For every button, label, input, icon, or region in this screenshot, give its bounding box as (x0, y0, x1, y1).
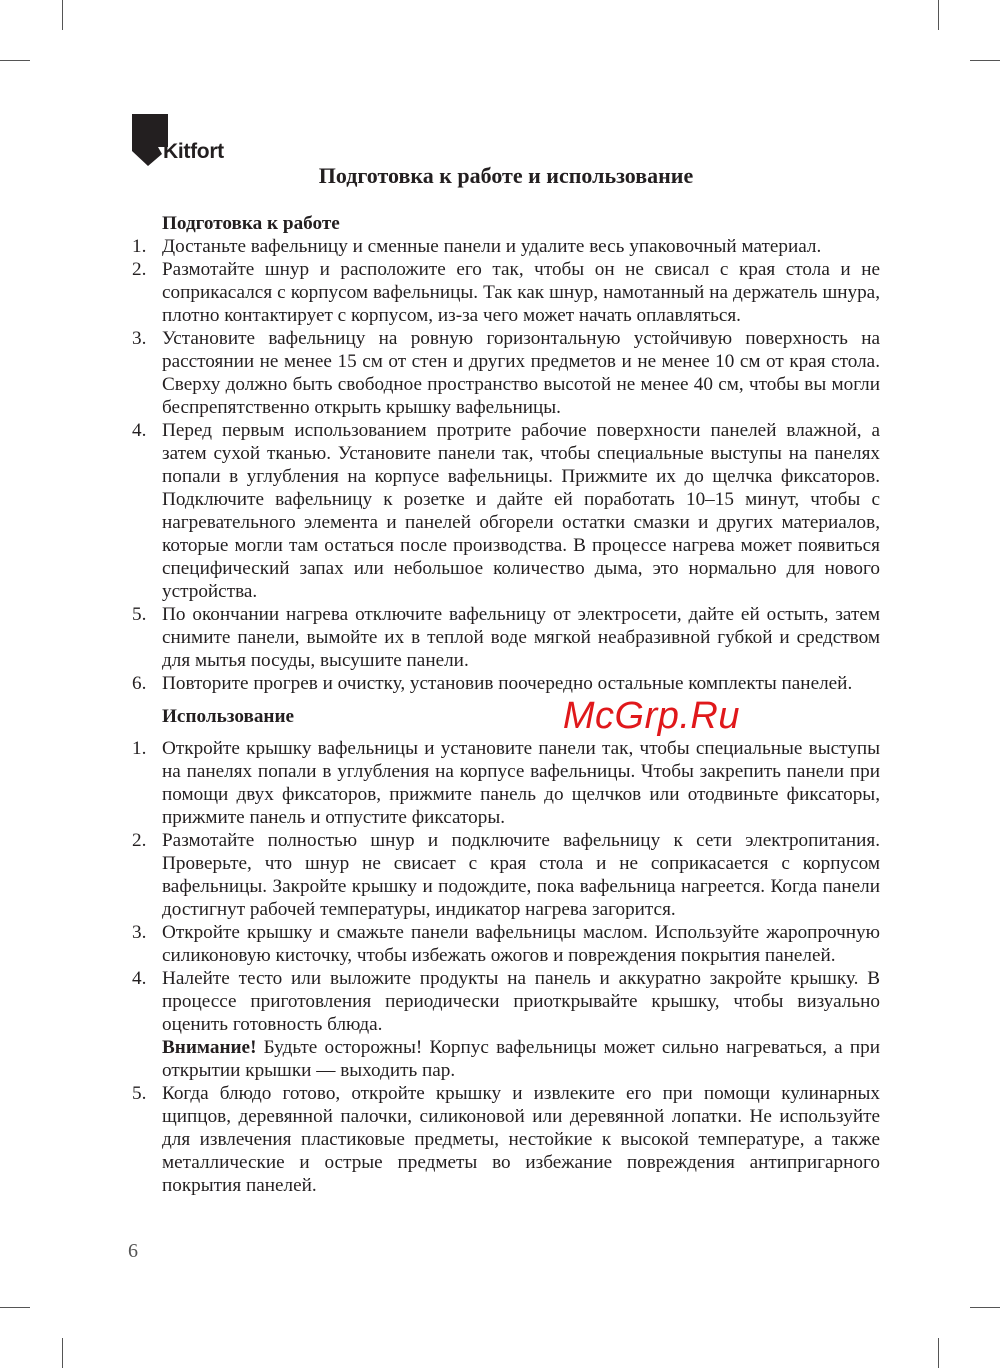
item-number: 4. (132, 420, 147, 441)
crop-mark (938, 1338, 939, 1368)
list-item (130, 419, 880, 603)
item-text: Размотайте шнур и расположите его так, чтобы он не свисал с края стола и не соприкасался с корпусом вафельницы. Так как шнур, намотанный на держатель шнура, плотно контактирует с корпусом, из-за чего может начать оплавляться. (162, 259, 880, 326)
item-number: 3. (132, 328, 147, 349)
item-text: По окончании нагрева отключите вафельницу от электросети, дайте ей остыть, затем снимите панели, вымойте их в теплой воде мягкой неабразивной губкой и средством для мытья посуды, высушите панели. (162, 604, 880, 671)
item-text: Перед первым использованием протрите рабочие поверхности панелей влажной, а затем сухой тканью. Установите панели так, чтобы специальные выступы на панелях попали в углубления на корпусе вафельницы. Прижмите их до щелчка фиксаторов. Подключите вафельницу к розетке и дайте ей поработать 10–15 минут, чтобы с нагревательного элемента и панелей обгорели остатки смазки и других материалов, которые могли там остаться после производства. В процессе нагрева может появиться специфический запах или небольшое количество дыма, это нормально для нового устройства. (162, 420, 880, 602)
crop-mark (0, 1307, 30, 1308)
item-text: Достаньте вафельницу и сменные панели и удалите весь упаковочный материал. (162, 236, 822, 257)
crop-mark (938, 0, 939, 30)
list-item (130, 603, 880, 672)
item-text: Откройте крышку вафельницы и установите панели так, чтобы специальные выступы на панелях попали в углубления на корпусе вафельницы. Чтобы закрепить панели при помощи двух фиксаторов, прижмите панель до щелчков или отодвиньте фиксаторы, прижмите панель и отпустите фиксаторы. (162, 738, 880, 828)
item-number: 1. (132, 236, 147, 257)
item-text: Размотайте полностью шнур и подключите вафельницу к сети электропитания. Проверьте, что шнур не свисает с края стола и не соприкасается с корпусом вафельницы. Закройте крышку и подождите, пока вафельница нагреется. Когда панели достигнут рабочей температуры, индикатор нагрева загорится. (162, 830, 880, 920)
warning-label: Внимание! (162, 1037, 257, 1058)
item-number: 5. (132, 1083, 147, 1104)
warning-text: Будьте осторожны! Корпус вафельницы может сильно нагреваться, а при открытии крышки — выходить пар. (162, 1037, 880, 1081)
crop-mark (62, 1338, 63, 1368)
item-text: Установите вафельницу на ровную горизонтальную устойчивую поверхность на расстоянии не менее 15 см от стен и других предметов и не менее 10 см от края стола. Сверху должно быть свободное пространство высотой не менее 40 см, чтобы вы могли беспрепятственно открыть крышку вафельницы. (162, 328, 880, 418)
section-heading: Подготовка к работе (162, 213, 340, 234)
list-item (130, 327, 880, 419)
item-number: 2. (132, 830, 147, 851)
item-text: Повторите прогрев и очистку, установив поочередно остальные комплекты панелей. (162, 673, 853, 694)
watermark: McGrp.Ru (562, 695, 740, 737)
list-item (130, 235, 880, 258)
item-text: Налейте тесто или выложите продукты на панель и аккуратно закройте крышку. В процессе приготовления периодически приоткрывайте крышку, чтобы визуально оценить готовность блюда. (162, 968, 880, 1035)
crop-mark (970, 1307, 1000, 1308)
item-text: Когда блюдо готово, откройте крышку и извлеките его при помощи кулинарных щипцов, деревянной палочки, силиконовой или деревянной лопатки. Не используйте для извлечения пластиковые предметы, нестойкие к высокой температуре, а также металлические и острые предметы во избежание повреждения антипригарного покрытия панелей. (162, 1083, 880, 1196)
list-item (130, 672, 880, 695)
brand-logo-text: Kitfort (163, 140, 224, 163)
crop-mark (0, 60, 30, 61)
usage-list (130, 737, 880, 1197)
page-number: 6 (128, 1240, 138, 1262)
list-item (130, 737, 880, 829)
list-item (130, 967, 880, 1036)
item-text: Откройте крышку и смажьте панели вафельницы маслом. Используйте жаропрочную силиконовую кисточку, чтобы избежать ожогов и повреждения покрытия панелей. (162, 922, 880, 966)
crop-mark (970, 60, 1000, 61)
list-item (130, 1082, 880, 1197)
warning-note (130, 1036, 880, 1082)
section-heading: Использование (162, 705, 295, 727)
item-number: 6. (132, 673, 147, 694)
usage-heading-row (162, 695, 880, 737)
list-item (130, 258, 880, 327)
crop-mark (62, 0, 63, 30)
document-body (130, 212, 880, 1197)
item-number: 4. (132, 968, 147, 989)
page-title: Подготовка к работе и использование (318, 163, 694, 188)
item-number: 2. (132, 259, 147, 280)
item-number: 1. (132, 738, 147, 759)
list-item (130, 921, 880, 967)
item-number: 3. (132, 922, 147, 943)
item-number: 5. (132, 604, 147, 625)
list-item (130, 829, 880, 921)
preparation-list (130, 235, 880, 695)
